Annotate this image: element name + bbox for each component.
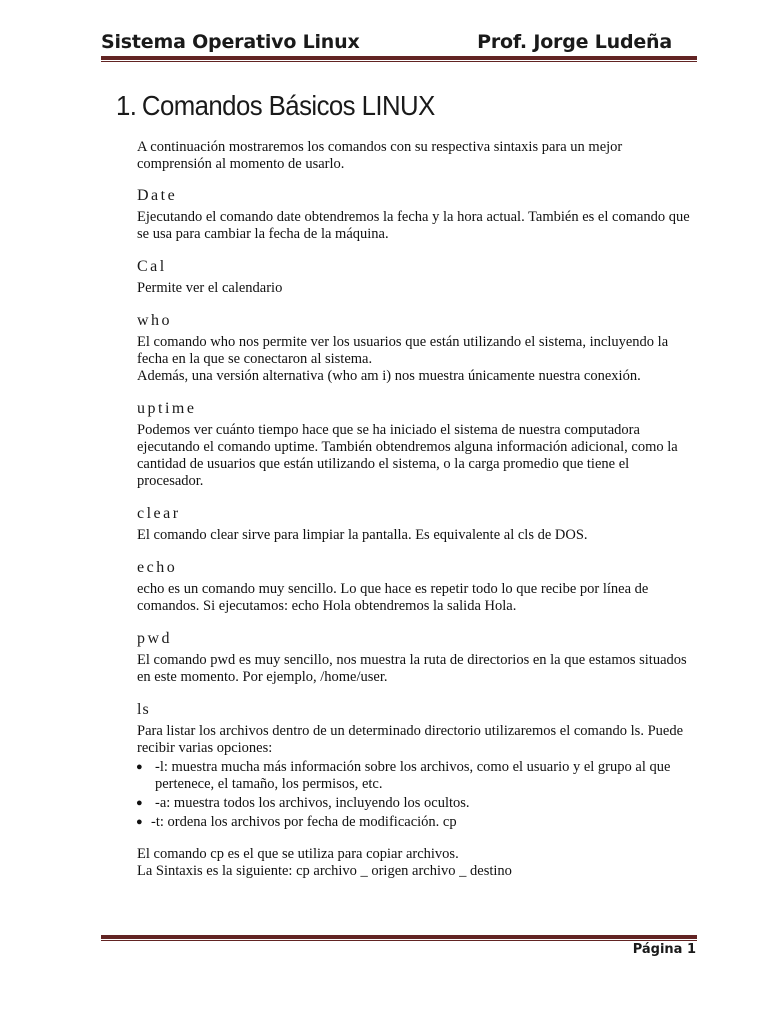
document-body <box>137 139 697 880</box>
page-title <box>116 90 435 122</box>
header-title: Sistema Operativo Linux <box>101 31 360 53</box>
cmd-desc-who-extra: Además, una versión alternativa (who am i) nos muestra únicamente nuestra conexión. <box>137 368 641 384</box>
bullet-icon: ● <box>136 797 143 809</box>
cmd-heading-cal: Cal <box>137 258 167 275</box>
ls-options-list <box>137 759 697 831</box>
list-item: ● -a: muestra todos los archivos, incluyendo los ocultos. <box>136 795 470 811</box>
page-number: Página 1 <box>632 942 696 957</box>
header-author: Prof. Jorge Ludeña <box>477 31 672 53</box>
cmd-heading-who: who <box>137 312 173 329</box>
list-item: ● -t: ordena los archivos por fecha de modificación. cp <box>136 814 457 830</box>
cmd-heading-uptime: uptime <box>137 400 197 417</box>
cmd-heading-pwd: pwd <box>137 630 173 647</box>
intro-paragraph: A continuación mostraremos los comandos con su respectiva sintaxis para un mejor comprensión al momento de usarlo. <box>137 139 623 172</box>
cmd-desc-who: El comando who nos permite ver los usuarios que están utilizando el sistema, incluyendo la fecha en la que se conectaron al sistema. <box>137 334 669 367</box>
cmd-desc-cal: Permite ver el calendario <box>137 280 283 296</box>
cmd-desc-cp: El comando cp es el que se utiliza para copiar archivos. <box>137 846 459 862</box>
header-rule <box>101 56 697 62</box>
cmd-desc-echo: echo es un comando muy sencillo. Lo que hace es repetir todo lo que recibe por línea de comandos. Si ejecutamos: echo Hola obtendremos la salida Hola. <box>137 581 649 614</box>
cmd-syntax-cp: La Sintaxis es la siguiente: cp archivo _ origen archivo _ destino <box>137 863 512 879</box>
cmd-desc-uptime: Podemos ver cuánto tiempo hace que se ha iniciado el sistema de nuestra computadora ejecutando el comando uptime. También obtendremos alguna información adicional, como la cantidad de usuarios que están utilizando el sistema, o la carga promedio que tiene el procesador. <box>137 422 678 489</box>
footer-rule <box>101 935 697 941</box>
title-text: Comandos Básicos LINUX <box>141 90 435 121</box>
bullet-icon: ● <box>136 761 143 773</box>
cmd-heading-clear: clear <box>137 505 181 522</box>
title-number: 1. <box>116 90 137 121</box>
cmd-desc-pwd: El comando pwd es muy sencillo, nos muestra la ruta de directorios en la que estamos situados en este momento. Por ejemplo, /home/user. <box>137 652 687 685</box>
cmd-desc-date: Ejecutando el comando date obtendremos la fecha y la hora actual. También es el comando que se usa para cambiar la fecha de la máquina. <box>137 209 690 242</box>
bullet-icon: ● <box>136 816 143 828</box>
cmd-desc-ls: Para listar los archivos dentro de un determinado directorio utilizaremos el comando ls. Puede recibir varias opciones: <box>137 723 684 756</box>
cmd-heading-echo: echo <box>137 559 178 576</box>
cmd-desc-clear: El comando clear sirve para limpiar la pantalla. Es equivalente al cls de DOS. <box>137 527 588 543</box>
cmd-heading-date: Date <box>137 187 178 204</box>
cmd-heading-ls: ls <box>137 701 150 718</box>
list-item: ● -l: muestra mucha más información sobre los archivos, como el usuario y el grupo al que pertenece, el tamaño, los permisos, etc. <box>136 759 671 792</box>
